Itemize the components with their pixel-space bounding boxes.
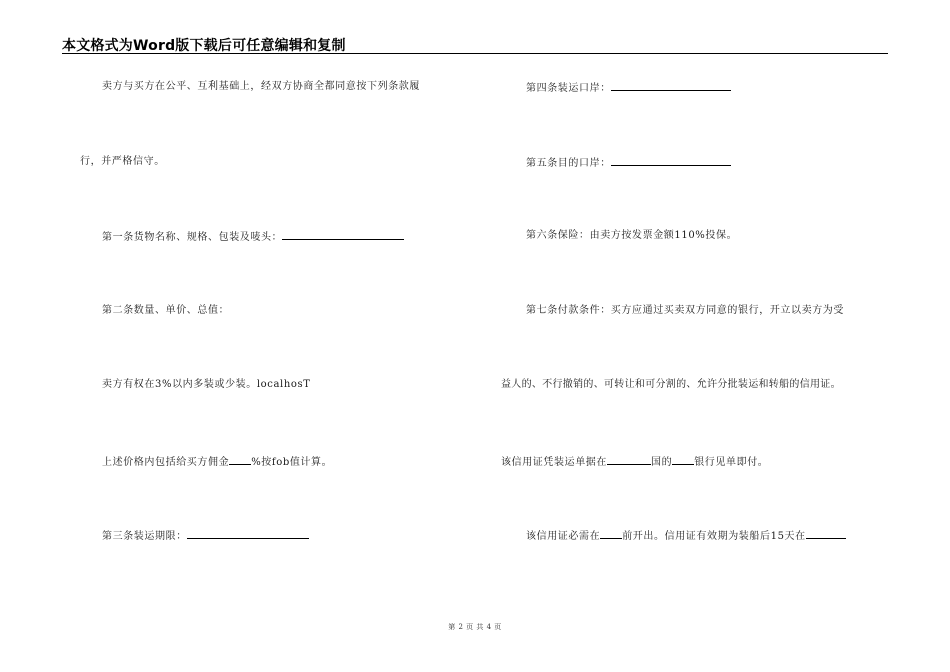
left-line-2: 行，并严格信守。 <box>80 156 165 167</box>
clause-1-blank <box>282 229 404 240</box>
left-line-4: 第二条数量、单价、总值： <box>102 305 230 316</box>
right-line-2 <box>526 155 731 171</box>
clause-3-label: 第三条装运期限： <box>102 531 187 542</box>
lc-open-text-a: 该信用证必需在 <box>526 531 601 542</box>
lc-country-blank <box>607 454 651 465</box>
document-header-title: 本文格式为Word版下载后可任意编辑和复制 <box>62 38 346 54</box>
commission-text-b: %按fob值计算。 <box>251 457 333 468</box>
right-line-7 <box>526 528 846 544</box>
left-line-5: 卖方有权在3%以内多装或少装。localhosT <box>102 379 311 390</box>
commission-text-a: 上述价格内包括给买方佣金 <box>102 457 230 468</box>
left-line-3 <box>102 229 404 245</box>
left-line-7 <box>102 528 309 544</box>
right-line-5: 益人的、不行撤销的、可转让和可分割的、允许分批装运和转船的信用证。 <box>501 379 841 390</box>
page-number-footer: 第 2 页 共 4 页 <box>448 623 502 631</box>
left-line-6 <box>102 454 332 470</box>
right-line-3: 第六条保险：由卖方按发票金额110%投保。 <box>526 230 738 241</box>
clause-4-label: 第四条装运口岸： <box>526 83 611 94</box>
lc-open-text-b: 前开出。信用证有效期为装船后15天在 <box>622 531 806 542</box>
lc-text-c: 银行见单即付。 <box>694 457 769 468</box>
right-line-4: 第七条付款条件：买方应通过买卖双方同意的银行，开立以卖方为受 <box>526 305 844 316</box>
clause-3-blank <box>187 528 309 539</box>
lc-bank-blank <box>672 454 694 465</box>
clause-5-blank <box>611 155 731 166</box>
lc-open-date-blank <box>600 528 622 539</box>
right-line-1 <box>526 80 731 96</box>
right-line-6 <box>501 454 768 470</box>
lc-expiry-place-blank <box>806 528 846 539</box>
header-divider <box>62 53 888 54</box>
clause-4-blank <box>611 80 731 91</box>
lc-text-b: 国的 <box>651 457 673 468</box>
clause-5-label: 第五条目的口岸： <box>526 158 611 169</box>
clause-1-label: 第一条货物名称、规格、包装及唛头： <box>102 232 283 243</box>
left-line-1: 卖方与买方在公平、互利基础上，经双方协商全都同意按下列条款履 <box>102 81 420 92</box>
commission-blank <box>229 454 251 465</box>
lc-text-a: 该信用证凭装运单据在 <box>501 457 607 468</box>
